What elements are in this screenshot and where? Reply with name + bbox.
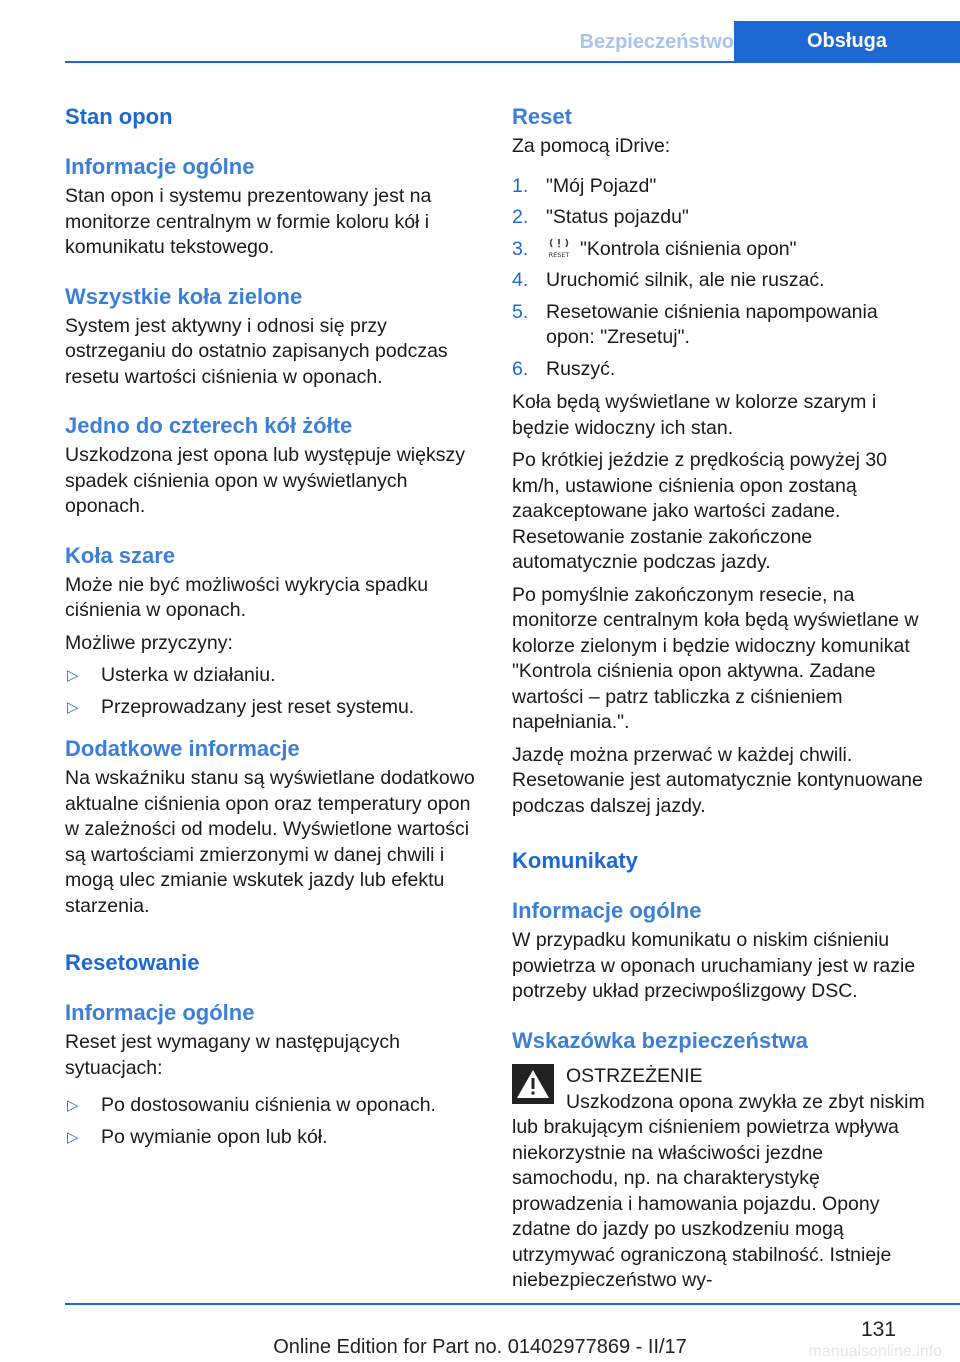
list-item: 3. RESET "Kontrola ciśnienia opon" — [512, 237, 797, 260]
paragraph: Uszkodzona jest opona lub występuje większy spadek ciśnienia opon w wyświetlanych oponach. — [65, 444, 465, 517]
page-number: 131 — [860, 1318, 896, 1341]
paragraph: Jazdę można przerwać w każdej chwili. Resetowanie jest automatycznie kontynuowane podczas dalszej jazdy. — [512, 743, 923, 817]
subsection-general-info: Informacje ogólne — [65, 154, 255, 179]
paragraph: Koła będą wyświetlane w kolorze szarym i będzie widoczny ich stan. — [512, 391, 877, 439]
paragraph: Po pomyślnie zakończonym resecie, na monitorze centralnym koła będą wyświetlane w kolorze zielonym i będzie widoczny komunikat "Kontrola ciśnienia opon aktywna. Zadane wartości – patrz tabliczka z ciśnieniem napełniania.". — [512, 583, 919, 733]
list-item: ▷ Usterka w działaniu. — [65, 663, 483, 689]
list-item: 1. "Mój Pojazd" — [512, 174, 657, 197]
footer-rule — [65, 1303, 960, 1305]
subsection-general-info: Informacje ogólne — [512, 898, 702, 923]
right-column — [512, 100, 930, 1301]
subsection-grey: Koła szare — [65, 542, 176, 568]
paragraph: Stan opon i systemu prezentowany jest na monitorze centralnym w formie koloru kół i komunikatu tekstowego. — [65, 185, 432, 258]
section-title-messages: Komunikaty — [512, 848, 638, 873]
triangle-bullet-icon: ▷ — [67, 1128, 79, 1146]
subsection-yellow: Jedno do czterech kół żółte — [65, 413, 353, 438]
list-item: 5. Resetowanie ciśnienia napompowania opon: "Zresetuj". — [512, 300, 878, 348]
warning-title: OSTRZEŻENIE — [566, 1064, 703, 1087]
section-title-resetting: Resetowanie — [65, 950, 200, 975]
triangle-bullet-icon: ▷ — [67, 667, 79, 684]
paragraph: Po krótkiej jeździe z prędkością powyżej 30 km/h, ustawione ciśnienia opon zostaną zaakceptowane jako wartości zadane. Resetowanie zostanie zakończone automatycznie podczas jazdy. — [512, 449, 888, 573]
triangle-bullet-icon: ▷ — [67, 698, 79, 716]
left-column — [65, 100, 483, 1158]
list-item: 6. Ruszyć. — [512, 357, 616, 380]
situations-list — [65, 1093, 483, 1150]
paragraph: Możliwe przyczyny: — [65, 631, 233, 654]
edition-note: Online Edition for Part no. 01402977869 - II/17 — [273, 1336, 687, 1358]
paragraph: Na wskaźniku stanu są wyświetlane dodatkowo aktualne ciśnienia opon oraz temperatury opon w zależności od modelu. Wyświetlone wartości są wartościami zmierzonymi w danej chwili i mogą ulec zmianie wskutek jazdy lub efektu starzenia. — [65, 767, 475, 917]
watermark: manualsonline.info — [808, 1343, 942, 1360]
subsection-reset: Reset — [512, 104, 572, 129]
subsection-safety-note: Wskazówka bezpieczeństwa — [512, 1027, 808, 1053]
subsection-all-green: Wszystkie koła zielone — [65, 283, 303, 309]
header-tab-safety[interactable]: Bezpieczeństwo — [579, 31, 734, 53]
triangle-bullet-icon: ▷ — [67, 1097, 79, 1114]
subsection-general-info: Informacje ogólne — [65, 1000, 255, 1025]
section-title-tire-status: Stan opon — [65, 104, 173, 129]
subsection-additional-info: Dodatkowe informacje — [65, 736, 300, 761]
paragraph: Za pomocą iDrive: — [512, 135, 671, 157]
list-item: ▷ Po wymianie opon lub kół. — [65, 1125, 483, 1151]
paragraph: W przypadku komunikatu o niskim ciśnieniu powietrza w oponach uruchamiany jest w razie potrzeby układ przeciwpoślizgowy DSC. — [512, 929, 916, 1002]
list-item: 4. Uruchomić silnik, ale nie ruszać. — [512, 269, 825, 291]
list-item: 2. "Status pojazdu" — [512, 206, 689, 228]
svg-text:RESET: RESET — [548, 250, 570, 259]
paragraph: System jest aktywny i odnosi się przy ostrzeganiu do ostatnio zapisanych podczas resetu wartości ciśnienia w oponach. — [65, 314, 448, 388]
reset-steps-list — [512, 174, 930, 383]
list-item: ▷ Po dostosowaniu ciśnienia w oponach. — [65, 1093, 483, 1119]
tire-pressure-reset-icon — [546, 237, 572, 259]
header-rule — [65, 61, 960, 63]
header-tab-operation[interactable]: Obsługa — [734, 21, 960, 62]
list-item: ▷ Przeprowadzany jest reset systemu. — [65, 695, 483, 721]
warning-triangle-icon — [512, 1064, 554, 1104]
warning-text: Uszkodzona opona zwykła ze zbyt niskim lub brakującym ciśnieniem powietrza wpływa niekorzystnie na właściwości jezdne samochodu, np. na charakterystykę prowadzenia i hamowania pojazdu. Opony zdatne do jazdy po uszkodzeniu mogą utrzymywać ograniczoną stabilność. Istnieje niebezpieczeństwo wy- — [512, 1090, 925, 1291]
paragraph: Reset jest wymagany w następujących sytuacjach: — [65, 1031, 400, 1079]
paragraph: Może nie być możliwości wykrycia spadku ciśnienia w oponach. — [65, 573, 429, 621]
causes-list — [65, 663, 483, 720]
